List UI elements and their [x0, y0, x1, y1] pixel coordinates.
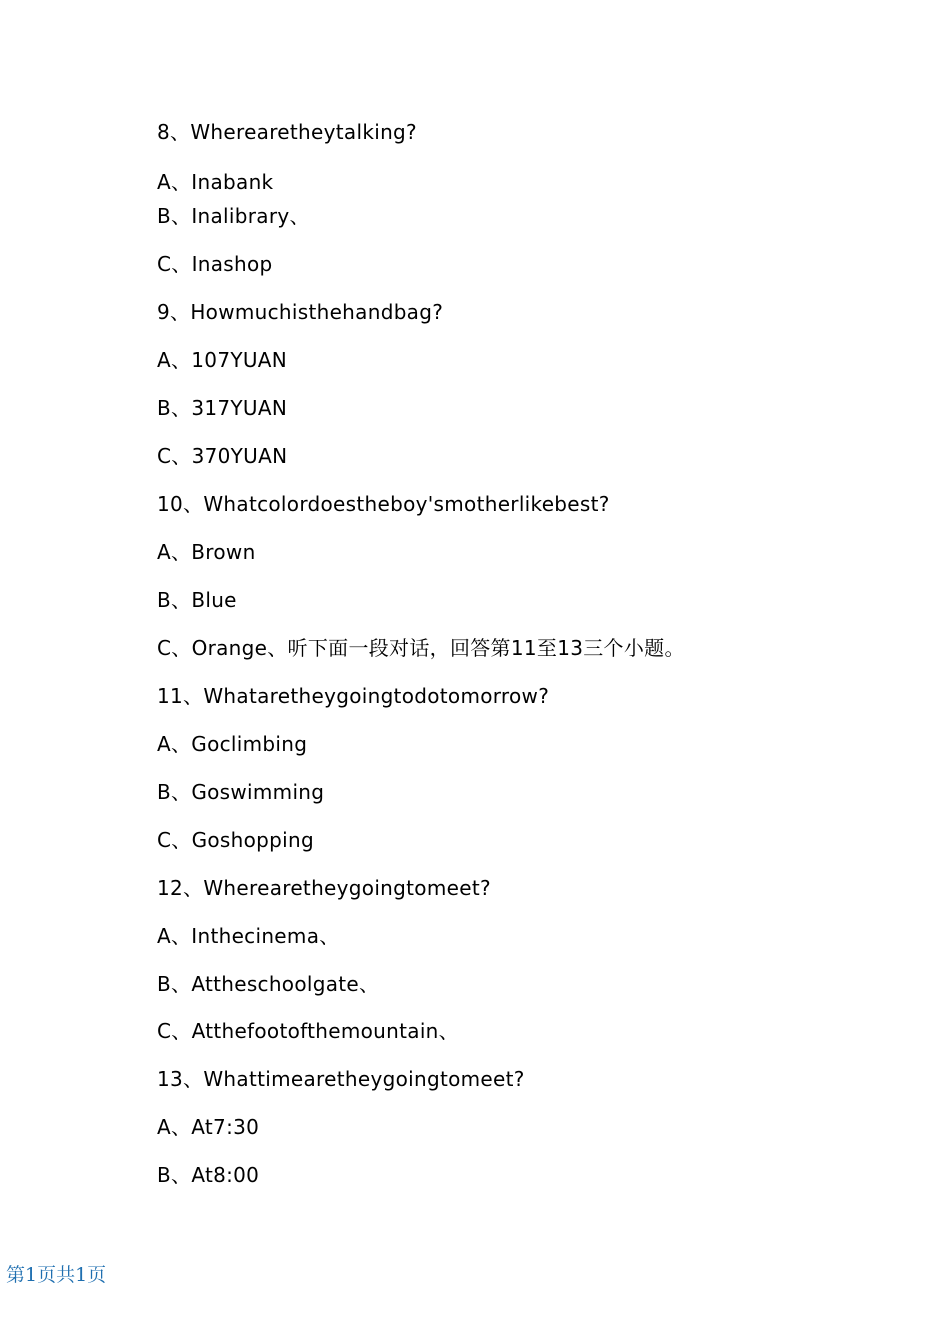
question-11-option-a: A、Goclimbing	[157, 732, 308, 756]
question-8-option-b: B、Inalibrary、	[157, 204, 310, 228]
question-13-option-b: B、At8:00	[157, 1163, 260, 1187]
question-12-option-c: C、Atthefootofthemountain、	[157, 1019, 459, 1043]
question-9-option-a: A、107YUAN	[157, 348, 288, 372]
question-9-option-b: B、317YUAN	[157, 396, 288, 420]
question-11-option-c: C、Goshopping	[157, 828, 314, 852]
question-13-option-a: A、At7:30	[157, 1115, 260, 1139]
question-12-option-b: B、Attheschoolgate、	[157, 972, 380, 996]
question-8-option-a: A、Inabank	[157, 170, 274, 194]
question-9-option-c: C、370YUAN	[157, 444, 288, 468]
question-12: 12、Wherearetheygoingtomeet?	[157, 876, 491, 900]
question-12-option-a: A、Inthecinema、	[157, 924, 340, 948]
question-8-option-c: C、Inashop	[157, 252, 273, 276]
question-8: 8、Wherearetheytalking?	[157, 120, 417, 144]
question-9: 9、Howmuchisthehandbag?	[157, 300, 444, 324]
page-number-footer: 第1页共1页	[6, 1264, 107, 1286]
question-10-option-a: A、Brown	[157, 540, 256, 564]
question-10: 10、Whatcolordoestheboy'smotherlikebest?	[157, 492, 610, 516]
question-11-option-b: B、Goswimming	[157, 780, 325, 804]
question-11: 11、Whataretheygoingtodotomorrow?	[157, 684, 550, 708]
question-10-option-c: C、Orange、听下面一段对话，回答第11至13三个小题。	[157, 636, 685, 660]
question-10-option-b: B、Blue	[157, 588, 237, 612]
question-13: 13、Whattimearetheygoingtomeet?	[157, 1067, 525, 1091]
